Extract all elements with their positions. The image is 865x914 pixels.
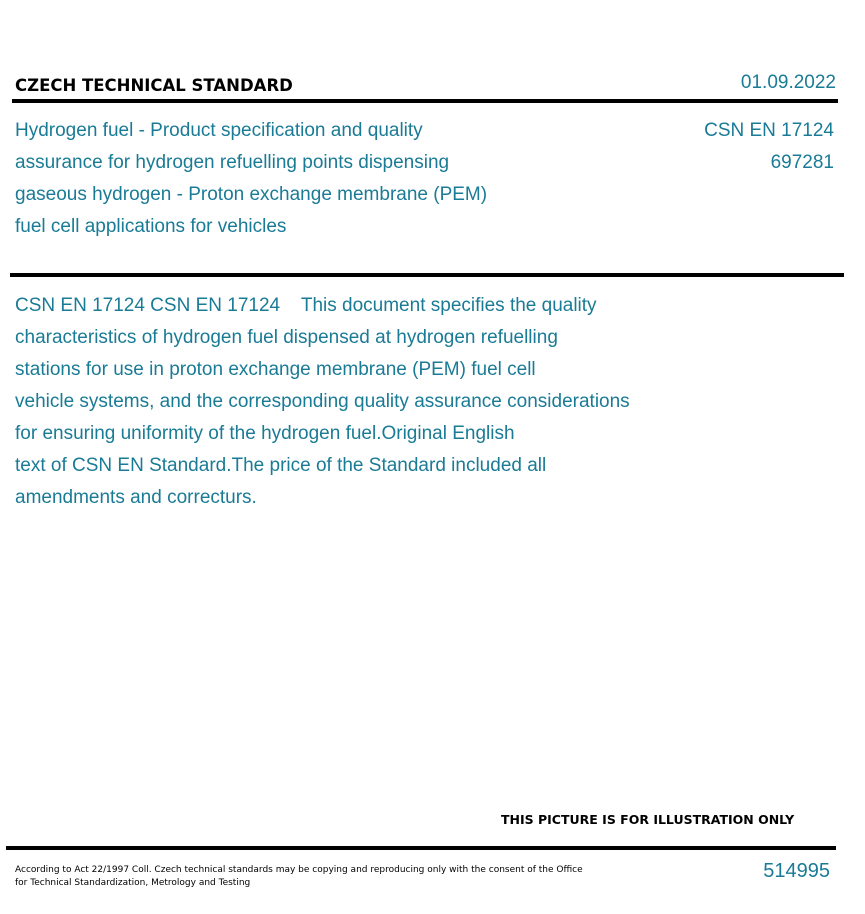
description-line: characteristics of hydrogen fuel dispensed at hydrogen refuelling xyxy=(15,327,558,348)
description-line: vehicle systems, and the corresponding quality assurance considerations xyxy=(15,391,630,412)
footer-divider xyxy=(6,846,836,850)
title-line: gaseous hydrogen - Proton exchange membrane (PEM) xyxy=(15,184,488,205)
standard-title xyxy=(15,115,575,243)
publication-date: 01.09.2022 xyxy=(740,72,836,93)
title-line: assurance for hydrogen refuelling points dispensing xyxy=(15,152,450,173)
title-line: Hydrogen fuel - Product specification and quality xyxy=(15,120,423,141)
description-line: for ensuring uniformity of the hydrogen fuel.Original English xyxy=(15,423,515,444)
standard-code: CSN EN 17124 xyxy=(704,120,834,141)
document-type-label: CZECH TECHNICAL STANDARD xyxy=(15,76,293,95)
description-line: text of CSN EN Standard.The price of the Standard included all xyxy=(15,455,547,476)
legal-line: According to Act 22/1997 Coll. Czech technical standards may be copying and reproducing only with the consent of the Office xyxy=(15,865,583,875)
description-line: CSN EN 17124 CSN EN 17124 This document specifies the quality xyxy=(15,295,597,316)
header-divider xyxy=(12,99,838,103)
legal-line: for Technical Standardization, Metrology and Testing xyxy=(15,878,251,888)
catalog-number: 697281 xyxy=(770,152,834,173)
title-line: fuel cell applications for vehicles xyxy=(15,216,287,237)
description-line: amendments and correcturs. xyxy=(15,487,257,508)
document-number: 514995 xyxy=(763,860,830,882)
description-line: stations for use in proton exchange membrane (PEM) fuel cell xyxy=(15,359,536,380)
section-divider xyxy=(10,273,844,277)
standard-description xyxy=(15,290,735,514)
illustration-note: THIS PICTURE IS FOR ILLUSTRATION ONLY xyxy=(501,812,795,827)
standard-identifiers xyxy=(704,115,834,179)
legal-notice xyxy=(15,864,583,890)
